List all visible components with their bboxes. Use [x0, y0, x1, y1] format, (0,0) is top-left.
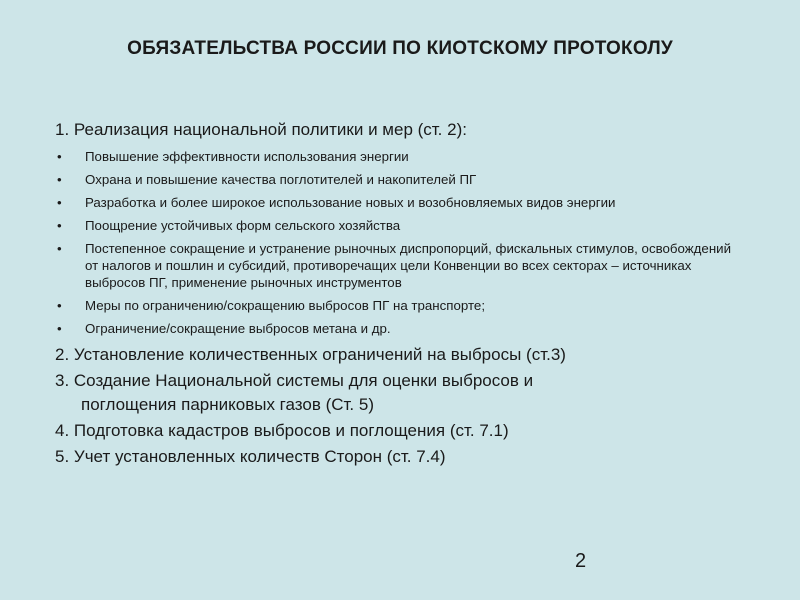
bullet-dot-icon: • [57, 321, 62, 336]
section-4-heading: 4. Подготовка кадастров выбросов и поглощения (ст. 7.1) [55, 421, 509, 440]
section-3-line-1: 3. Создание Национальной системы для оценки выбросов и [55, 371, 534, 390]
section-2-heading: 2. Установление количественных ограничений на выбросы (ст.3) [55, 345, 566, 364]
bullet-text: Охрана и повышение качества поглотителей и накопителей ПГ [85, 172, 477, 187]
bullet-dot-icon: • [57, 149, 62, 164]
bullet-dot-icon: • [57, 172, 62, 187]
bullet-item [55, 194, 745, 211]
bullet-dot-icon: • [57, 195, 62, 210]
bullet-dot-icon: • [57, 298, 62, 313]
section-1-bullet-list [55, 148, 745, 337]
bullet-item [55, 217, 745, 234]
bullet-item [55, 240, 745, 291]
bullet-dot-icon: • [57, 241, 62, 256]
bullet-text: Постепенное сокращение и устранение рыночных диспропорций, фискальных стимулов, освобождений от налогов и пошлин и субсидий, противоречащих цели Конвенции во всех секторах – источниках выбросов ПГ, применение рыночных инструментов [85, 241, 732, 290]
bullet-item [55, 148, 745, 165]
section-5-heading: 5. Учет установленных количеств Сторон (ст. 7.4) [55, 447, 446, 466]
bullet-text: Ограничение/сокращение выбросов метана и др. [85, 321, 391, 336]
bullet-item [55, 297, 745, 314]
page-number: 2 [575, 550, 587, 572]
bullet-text: Поощрение устойчивых форм сельского хозяйства [85, 218, 401, 233]
bullet-text: Разработка и более широкое использование новых и возобновляемых видов энергии [85, 195, 616, 210]
slide-content [55, 118, 745, 471]
section-3-line-2: поглощения парниковых газов (Ст. 5) [81, 395, 374, 414]
bullet-dot-icon: • [57, 218, 62, 233]
bullet-text: Повышение эффективности использования энергии [85, 149, 409, 164]
bullet-item [55, 171, 745, 188]
bullet-text: Меры по ограничению/сокращению выбросов ПГ на транспорте; [85, 298, 486, 313]
slide-title: ОБЯЗАТЕЛЬСТВА РОССИИ ПО КИОТСКОМУ ПРОТОКОЛУ [127, 38, 673, 59]
section-1-heading: 1. Реализация национальной политики и мер (ст. 2): [55, 120, 467, 139]
section-3-heading [55, 369, 745, 417]
bullet-item [55, 320, 745, 337]
